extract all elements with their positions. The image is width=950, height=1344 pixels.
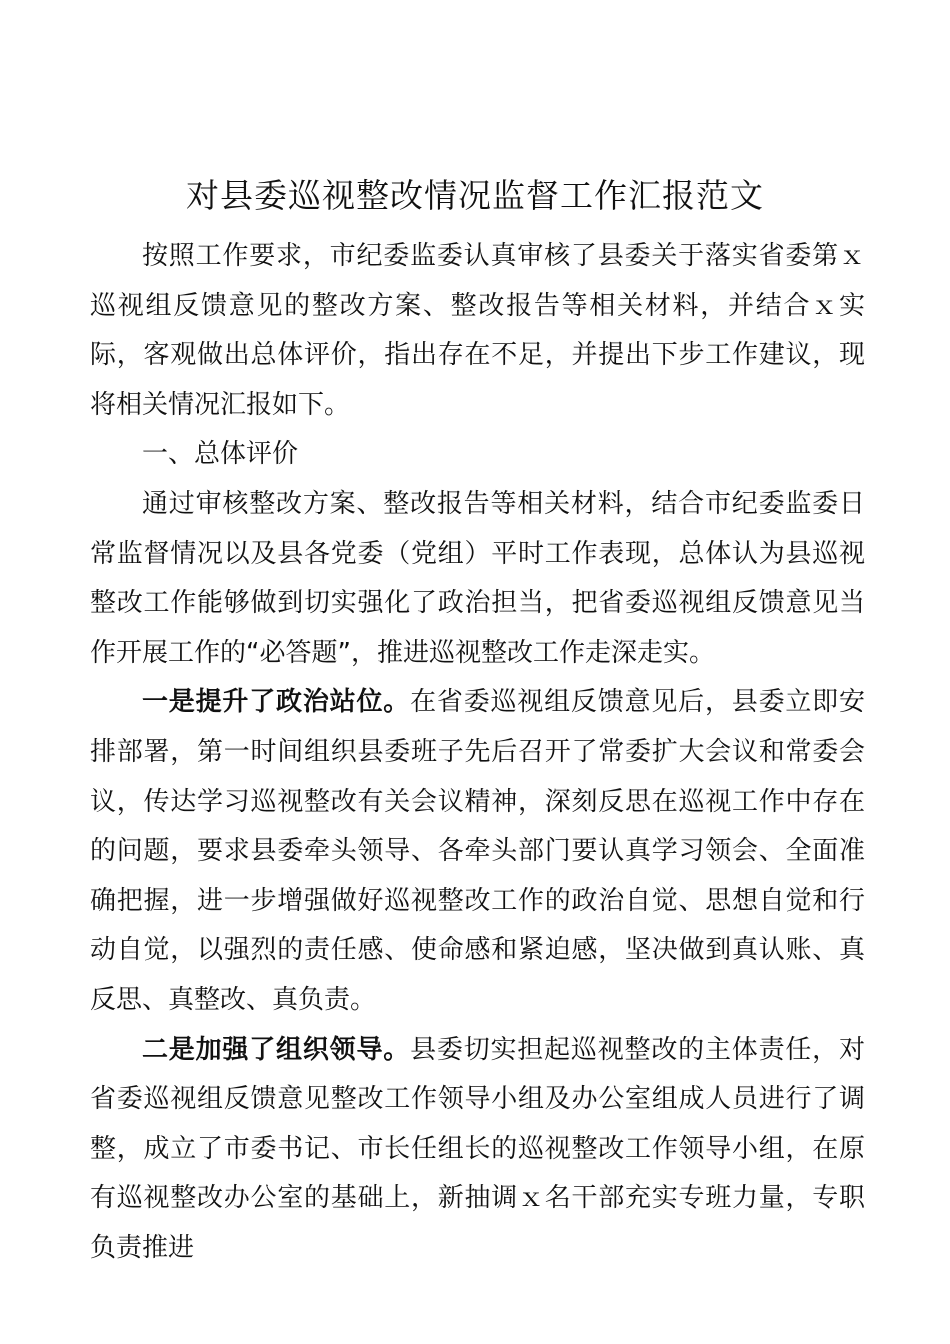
paragraph-text: 一、总体评价 (142, 439, 299, 470)
document-body (90, 232, 865, 1273)
paragraph-lead: 一是提升了政治站位。 (142, 687, 411, 718)
paragraph-point-2 (90, 1026, 865, 1274)
paragraph-text: 县委切实担起巡视整改的主体责任，对省委巡视组反馈意见整改工作领导小组及办公室组成人员进行了调整，成立了市委书记、市长任组长的巡视整改工作领导小组，在原有巡视整改办公室的基础上，新抽调ｘ名干部充实专班力量，专职负责推进 (90, 1034, 865, 1263)
paragraph-lead: 二是加强了组织领导。 (142, 1034, 411, 1065)
paragraph-text: 在省委巡视组反馈意见后，县委立即安排部署，第一时间组织县委班子先后召开了常委扩大会议和常委会议，传达学习巡视整改有关会议精神，深刻反思在巡视工作中存在的问题，要求县委牵头领导、各牵头部门要认真学习领会、全面准确把握，进一步增强做好巡视整改工作的政治自觉、思想自觉和行动自觉，以强烈的责任感、使命感和紧迫感，坚决做到真认账、真反思、真整改、真负责。 (90, 687, 865, 1015)
paragraph-text: 通过审核整改方案、整改报告等相关材料，结合市纪委监委日常监督情况以及县各党委（党组）平时工作表现，总体认为县巡视整改工作能够做到切实强化了政治担当，把省委巡视组反馈意见当作开展工作的“必答题”，推进巡视整改工作走深走实。 (90, 488, 865, 668)
paragraph-intro (90, 232, 865, 430)
paragraph-text: 按照工作要求，市纪委监委认真审核了县委关于落实省委第ｘ巡视组反馈意见的整改方案、整改报告等相关材料，并结合ｘ实际，客观做出总体评价，指出存在不足，并提出下步工作建议，现将相关情况汇报如下。 (90, 241, 865, 420)
section-heading (90, 430, 865, 480)
paragraph-overall (90, 480, 865, 678)
document-title: 对县委巡视整改情况监督工作汇报范文 (186, 176, 764, 215)
paragraph-point-1 (90, 678, 865, 1025)
